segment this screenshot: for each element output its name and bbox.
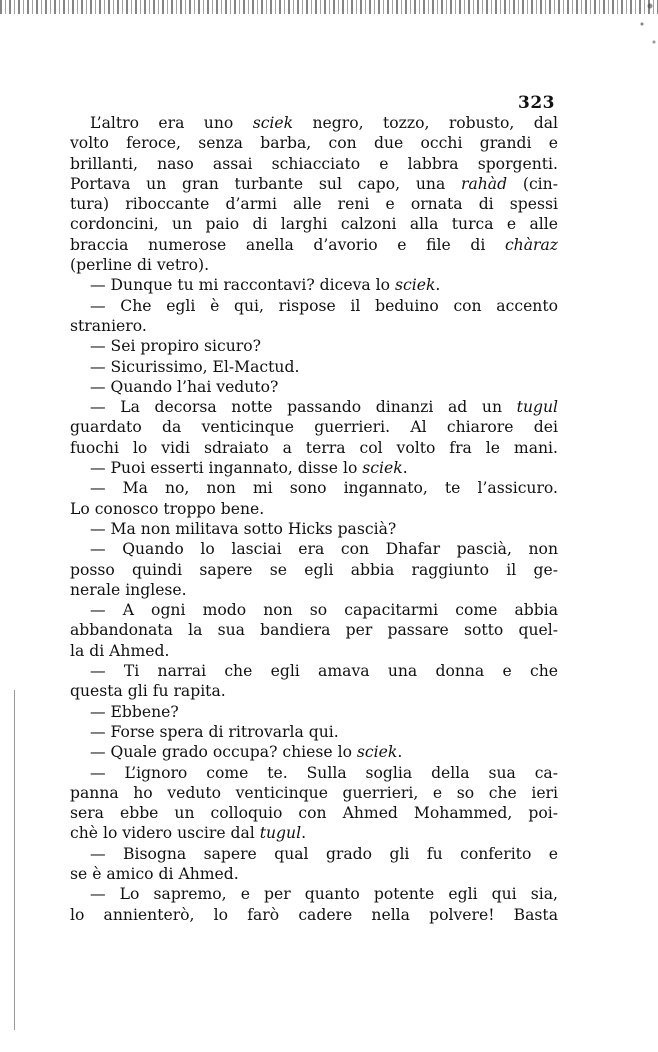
italic-term: chàraz bbox=[504, 235, 558, 254]
text-segment: — Sei propiro sicuro? bbox=[90, 337, 261, 356]
text-line bbox=[70, 539, 558, 559]
text-line bbox=[70, 722, 558, 742]
text-line bbox=[70, 255, 558, 275]
text-line bbox=[70, 620, 558, 640]
text-segment: nerale inglese. bbox=[70, 580, 187, 599]
text-segment: — Dunque tu mi raccontavi? diceva lo bbox=[90, 276, 395, 295]
text-segment: fuochi lo vidi sdraiato a terra col volto fra le mani. bbox=[70, 438, 558, 457]
text-line bbox=[70, 905, 558, 925]
text-line bbox=[70, 702, 558, 722]
text-segment: . bbox=[402, 459, 408, 478]
text-segment: — Quale grado occupa? chiese lo bbox=[90, 743, 357, 762]
text-segment: tura) riboccante d’armi alle reni e ornata di spessi bbox=[70, 195, 558, 214]
text-line bbox=[70, 397, 558, 417]
text-segment: (perline di vetro). bbox=[70, 256, 210, 275]
text-line bbox=[70, 235, 558, 255]
text-segment: brillanti, naso assai schiacciato e labbra sporgenti. bbox=[70, 154, 558, 173]
text-segment: se è amico di Ahmed. bbox=[70, 864, 239, 883]
text-segment: volto feroce, senza barba, con due occhi grandi e bbox=[70, 134, 558, 153]
text-line bbox=[70, 458, 558, 478]
text-segment: chè lo videro uscire dal bbox=[70, 824, 260, 843]
text-line bbox=[70, 884, 558, 904]
text-segment: posso quindi sapere se egli abbia raggiunto il ge- bbox=[70, 560, 558, 579]
text-line bbox=[70, 783, 558, 803]
text-segment: sera ebbe un colloquio con Ahmed Mohammed, poi- bbox=[70, 804, 558, 823]
text-segment: . bbox=[301, 824, 307, 843]
scan-margin-line bbox=[14, 690, 15, 1030]
text-line bbox=[70, 499, 558, 519]
text-line bbox=[70, 438, 558, 458]
text-line bbox=[70, 580, 558, 600]
text-line bbox=[70, 478, 558, 498]
text-segment: abbandonata la sua bandiera per passare sotto quel- bbox=[70, 621, 558, 640]
text-segment: — Puoi esserti ingannato, disse lo bbox=[90, 459, 363, 478]
body-text bbox=[70, 113, 558, 925]
text-segment: — Che egli è qui, rispose il beduino con accento bbox=[90, 296, 558, 315]
text-segment: — Ma non militava sotto Hicks pascià? bbox=[90, 519, 397, 538]
text-line bbox=[70, 600, 558, 620]
italic-term: sciek bbox=[356, 743, 398, 762]
text-line bbox=[70, 661, 558, 681]
text-segment: braccia numerose anella d’avorio e file di bbox=[70, 235, 505, 254]
text-line bbox=[70, 357, 558, 377]
text-line bbox=[70, 560, 558, 580]
text-line bbox=[70, 133, 558, 153]
text-segment: cordoncini, un paio di larghi calzoni alla turca e alle bbox=[70, 215, 558, 234]
italic-term: sciek bbox=[252, 114, 294, 132]
text-line bbox=[70, 844, 558, 864]
text-line bbox=[70, 174, 558, 194]
text-segment: — Sicurissimo, El-Mactud. bbox=[90, 357, 300, 376]
text-segment: questa gli fu rapita. bbox=[70, 682, 226, 701]
text-line bbox=[70, 377, 558, 397]
text-segment: — Ma no, non mi sono ingannato, te l’assicuro. bbox=[90, 479, 558, 498]
text-segment: — Bisogna sapere qual grado gli fu conferito e bbox=[90, 844, 558, 863]
italic-term: rahàd bbox=[461, 174, 508, 193]
text-segment: — Lo sapremo, e per quanto potente egli qui sia, bbox=[90, 885, 558, 904]
text-line bbox=[70, 417, 558, 437]
text-line bbox=[70, 823, 558, 843]
page-number: 323 bbox=[518, 93, 555, 113]
text-segment: — Ebbene? bbox=[90, 702, 179, 721]
text-line bbox=[70, 742, 558, 762]
text-segment: lo annienterò, lo farò cadere nella polvere! Basta bbox=[70, 905, 558, 924]
text-line bbox=[70, 316, 558, 336]
text-line bbox=[70, 296, 558, 316]
text-line bbox=[70, 275, 558, 295]
italic-term: sciek bbox=[362, 459, 403, 478]
text-segment: (cin- bbox=[507, 174, 558, 193]
scan-edge-noise bbox=[0, 0, 658, 14]
text-segment: negro, tozzo, robusto, dal bbox=[293, 114, 559, 132]
text-segment: straniero. bbox=[70, 316, 147, 335]
text-line bbox=[70, 214, 558, 234]
text-line bbox=[70, 864, 558, 884]
text-segment: Portava un gran turbante sul capo, una bbox=[70, 174, 462, 193]
text-line bbox=[70, 681, 558, 701]
italic-term: sciek bbox=[395, 276, 436, 295]
text-segment: . bbox=[435, 276, 441, 295]
text-line bbox=[70, 641, 558, 661]
text-segment: — Ti narrai che egli amava una donna e che bbox=[90, 662, 558, 681]
text-line bbox=[70, 519, 558, 539]
italic-term: tugul bbox=[259, 824, 302, 843]
text-segment: — L’ignoro come te. Sulla soglia della sua ca- bbox=[90, 763, 558, 782]
text-segment: — Quando lo lasciai era con Dhafar pascià, non bbox=[90, 540, 558, 559]
text-segment: guardato da venticinque guerrieri. Al chiarore dei bbox=[70, 418, 558, 437]
text-segment: — La decorsa notte passando dinanzi ad un bbox=[90, 398, 517, 417]
text-segment: . bbox=[397, 743, 403, 762]
text-segment: — Forse spera di ritrovarla qui. bbox=[90, 722, 339, 741]
text-line bbox=[70, 113, 558, 133]
text-line bbox=[70, 154, 558, 174]
text-segment: Lo conosco troppo bene. bbox=[70, 499, 265, 518]
text-segment: la di Ahmed. bbox=[70, 641, 170, 660]
italic-term: tugul bbox=[516, 398, 558, 417]
text-line bbox=[70, 194, 558, 214]
text-line bbox=[70, 336, 558, 356]
text-segment: panna ho veduto venticinque guerrieri, e so che ieri bbox=[70, 783, 558, 802]
text-line bbox=[70, 803, 558, 823]
text-segment: — Quando l’hai veduto? bbox=[90, 377, 279, 396]
scan-corner-specks bbox=[618, 0, 658, 60]
text-segment: — A ogni modo non so capacitarmi come abbia bbox=[90, 601, 558, 620]
text-segment: L’altro era uno bbox=[90, 114, 253, 132]
text-line bbox=[70, 763, 558, 783]
